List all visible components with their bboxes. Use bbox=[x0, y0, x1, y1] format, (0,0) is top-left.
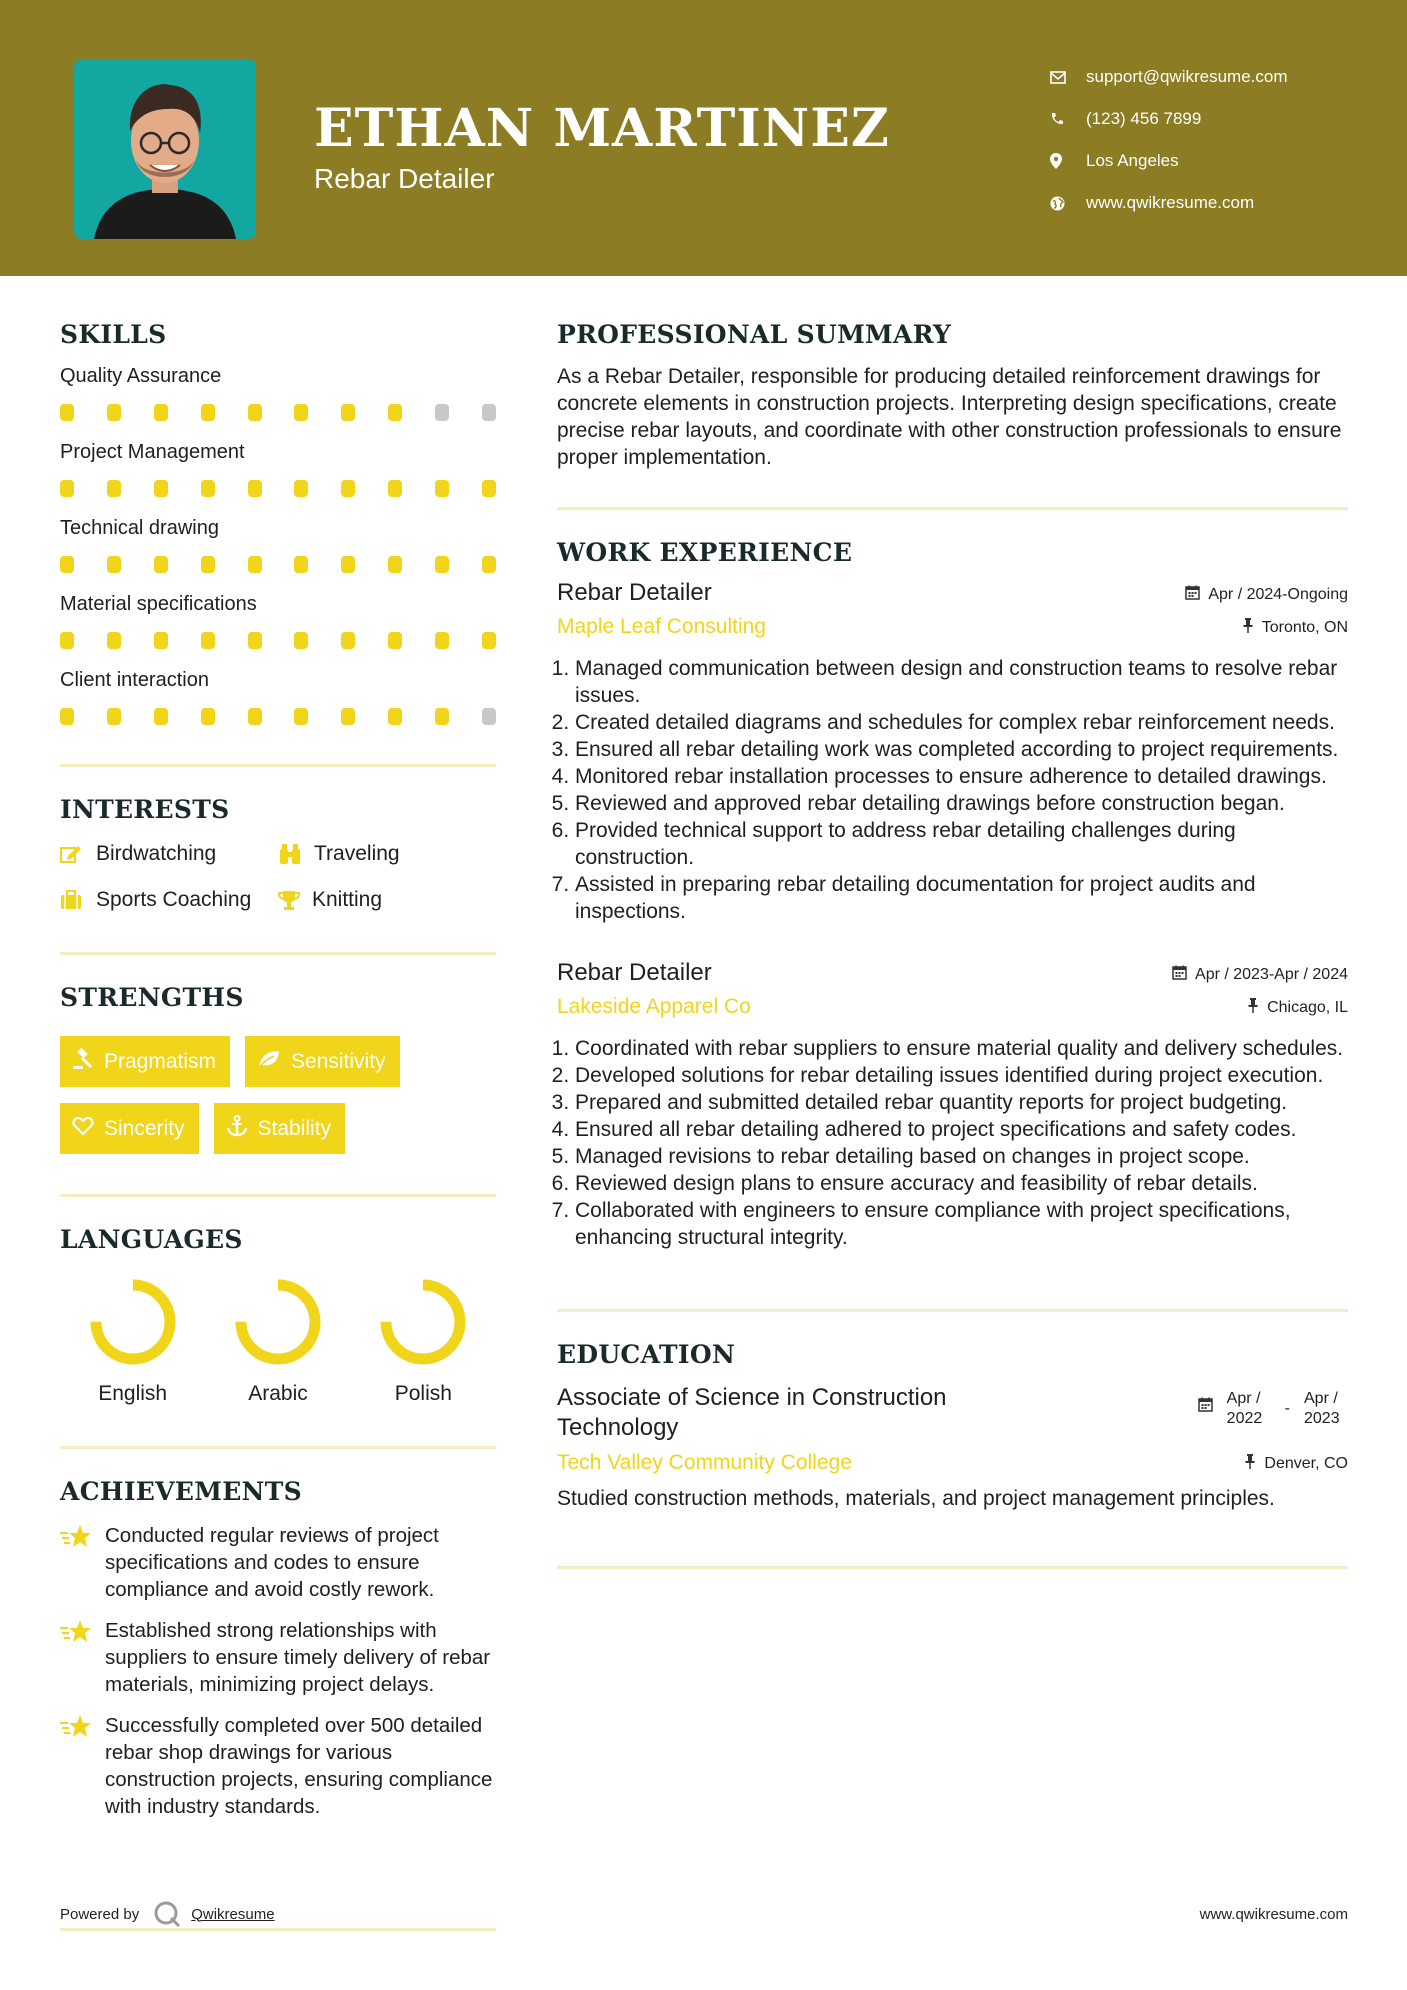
phone-icon bbox=[1050, 112, 1086, 126]
job-dates-text: Apr / 2023-Apr / 2024 bbox=[1195, 966, 1348, 983]
section-divider bbox=[60, 1446, 496, 1449]
job-bullet: 1. Coordinated with rebar suppliers to ensure material quality and delivery schedules. bbox=[575, 1035, 1348, 1062]
rating-dot bbox=[341, 404, 355, 421]
job-bullet: 7. Assisted in preparing rebar detailing documentation for project audits and inspections. bbox=[575, 871, 1348, 925]
education-dates bbox=[1198, 1389, 1348, 1443]
briefcase-icon bbox=[60, 890, 96, 910]
section-divider bbox=[60, 952, 496, 955]
job-dates bbox=[1172, 965, 1348, 985]
job-bullet: 1. Managed communication between design and construction teams to resolve rebar issues. bbox=[575, 655, 1348, 709]
skill-rating bbox=[60, 404, 496, 421]
job-location-text: Chicago, IL bbox=[1267, 999, 1348, 1016]
leaf-icon bbox=[257, 1049, 281, 1075]
skills-section bbox=[60, 320, 496, 725]
rating-dot bbox=[482, 632, 496, 649]
rating-dot bbox=[107, 708, 121, 725]
job-bullets bbox=[557, 1035, 1348, 1251]
skill-rating bbox=[60, 480, 496, 497]
calendar-icon bbox=[1198, 1389, 1213, 1443]
star-icon bbox=[60, 1712, 105, 1820]
envelope-icon bbox=[1050, 71, 1086, 84]
star-icon bbox=[60, 1522, 105, 1603]
interest-item bbox=[60, 842, 278, 866]
experience-section bbox=[557, 538, 1348, 1251]
pushpin-icon bbox=[1244, 1454, 1256, 1474]
pushpin-icon bbox=[1242, 618, 1254, 638]
interest-item bbox=[60, 888, 278, 912]
education-description: Studied construction methods, materials, and project management principles. bbox=[557, 1487, 1275, 1510]
rating-dot bbox=[60, 632, 74, 649]
qwikresume-link[interactable]: Qwikresume bbox=[191, 1905, 275, 1923]
map-pin-icon bbox=[1050, 153, 1086, 169]
rating-dot bbox=[294, 708, 308, 725]
skills-title: SKILLS bbox=[60, 320, 167, 349]
section-divider bbox=[557, 1309, 1348, 1312]
job-bullet: 7. Collaborated with engineers to ensure compliance with project specifications, enhancing structural integrity. bbox=[575, 1197, 1348, 1251]
education-location-text: Denver, CO bbox=[1264, 1455, 1348, 1472]
rating-dot bbox=[388, 708, 402, 725]
rating-dot bbox=[435, 556, 449, 573]
rating-dot bbox=[435, 708, 449, 725]
rating-dot bbox=[482, 480, 496, 497]
right-column bbox=[557, 320, 1348, 1569]
rating-dot bbox=[201, 404, 215, 421]
rating-dot bbox=[107, 480, 121, 497]
education-title: EDUCATION bbox=[557, 1340, 736, 1369]
interest-label: Knitting bbox=[312, 888, 383, 911]
rating-dot bbox=[154, 708, 168, 725]
interest-item bbox=[278, 842, 496, 866]
job-header bbox=[557, 959, 1348, 987]
rating-dot bbox=[388, 404, 402, 421]
rating-dot bbox=[388, 556, 402, 573]
language-gauge-arc bbox=[241, 1285, 315, 1359]
anchor-icon bbox=[226, 1115, 248, 1143]
pencil-square-icon bbox=[60, 844, 96, 864]
interests-section bbox=[60, 795, 496, 912]
rating-dot bbox=[107, 632, 121, 649]
job-location-text: Toronto, ON bbox=[1261, 619, 1348, 636]
job-bullet: 4. Ensured all rebar detailing adhered to project specifications and safety codes. bbox=[575, 1116, 1348, 1143]
job-title: Rebar Detailer bbox=[557, 959, 712, 986]
job-sub bbox=[557, 615, 1348, 639]
rating-dot bbox=[388, 480, 402, 497]
person-avatar-icon bbox=[74, 59, 256, 239]
interest-label: Traveling bbox=[314, 842, 400, 865]
strength-label: Pragmatism bbox=[104, 1049, 217, 1073]
achievement-item bbox=[60, 1522, 496, 1603]
rating-dot bbox=[248, 404, 262, 421]
rating-dot bbox=[154, 632, 168, 649]
profile-photo bbox=[74, 59, 256, 239]
languages-title: LANGUAGES bbox=[60, 1225, 243, 1254]
skills-list bbox=[60, 365, 496, 725]
rating-dot bbox=[341, 480, 355, 497]
language-gauge bbox=[87, 1276, 179, 1368]
job-entry bbox=[557, 579, 1348, 925]
rating-dot bbox=[482, 708, 496, 725]
contact-phone[interactable] bbox=[1050, 98, 1380, 140]
language-gauge bbox=[377, 1276, 469, 1368]
language-name: Arabic bbox=[248, 1382, 308, 1405]
strength-label: Stability bbox=[257, 1116, 332, 1140]
rating-dot bbox=[154, 480, 168, 497]
skill-rating bbox=[60, 708, 496, 725]
language-item bbox=[60, 1276, 205, 1406]
powered-by bbox=[60, 1900, 275, 1928]
contact-location bbox=[1050, 140, 1380, 182]
rating-dot bbox=[294, 556, 308, 573]
job-bullet: 6. Provided technical support to address rebar detailing challenges during construction. bbox=[575, 817, 1348, 871]
job-location bbox=[1242, 618, 1348, 638]
rating-dot bbox=[248, 632, 262, 649]
rating-dot bbox=[435, 632, 449, 649]
rating-dot bbox=[248, 480, 262, 497]
job-dates-text: Apr / 2024-Ongoing bbox=[1208, 586, 1348, 603]
section-divider bbox=[60, 1194, 496, 1197]
globe-icon bbox=[1050, 196, 1086, 211]
contact-location-text: Los Angeles bbox=[1086, 151, 1179, 170]
strengths-list bbox=[60, 1036, 496, 1154]
interests-title: INTERESTS bbox=[60, 795, 230, 824]
strength-chip bbox=[60, 1103, 199, 1154]
jobs-list bbox=[557, 579, 1348, 1251]
rating-dot bbox=[294, 632, 308, 649]
rating-dot bbox=[388, 632, 402, 649]
pushpin-icon bbox=[1247, 998, 1259, 1018]
skill-name: Quality Assurance bbox=[60, 365, 222, 387]
skill-rating bbox=[60, 632, 496, 649]
languages-section bbox=[60, 1225, 496, 1406]
resume-header bbox=[0, 0, 1407, 276]
education-location bbox=[1244, 1454, 1348, 1474]
achievement-text: Established strong relationships with suppliers to ensure timely delivery of rebar materials, minimizing project delays. bbox=[105, 1619, 491, 1696]
rating-dot bbox=[201, 632, 215, 649]
job-header bbox=[557, 579, 1348, 607]
candidate-name: ETHAN MARTINEZ bbox=[314, 98, 890, 159]
rating-dot bbox=[248, 556, 262, 573]
job-sub bbox=[557, 995, 1348, 1019]
rating-dot bbox=[60, 404, 74, 421]
heart-icon bbox=[72, 1116, 94, 1142]
rating-dot bbox=[154, 556, 168, 573]
job-bullet: 2. Created detailed diagrams and schedules for complex rebar reinforcement needs. bbox=[575, 709, 1348, 736]
rating-dot bbox=[201, 556, 215, 573]
job-title: Rebar Detailer bbox=[557, 579, 712, 606]
job-company: Maple Leaf Consulting bbox=[557, 615, 766, 638]
footer-divider bbox=[60, 1928, 496, 1931]
strengths-title: STRENGTHS bbox=[60, 983, 244, 1012]
education-school: Tech Valley Community College bbox=[557, 1451, 852, 1474]
language-gauge-arc bbox=[96, 1285, 170, 1359]
job-location bbox=[1247, 998, 1348, 1018]
skill-name: Client interaction bbox=[60, 669, 209, 691]
language-gauge bbox=[232, 1276, 324, 1368]
strength-label: Sincerity bbox=[104, 1116, 185, 1140]
job-dates bbox=[1185, 585, 1348, 605]
rating-dot bbox=[107, 556, 121, 573]
skill-rating bbox=[60, 556, 496, 573]
education-header bbox=[557, 1383, 1348, 1443]
contact-phone-text: (123) 456 7899 bbox=[1086, 109, 1202, 128]
education-start: Apr / 2022 bbox=[1226, 1390, 1263, 1427]
rating-dot bbox=[482, 404, 496, 421]
education-degree: Associate of Science in Construction Technology bbox=[557, 1384, 947, 1441]
rating-dot bbox=[294, 480, 308, 497]
job-entry bbox=[557, 959, 1348, 1251]
rating-dot bbox=[248, 708, 262, 725]
job-bullet: 6. Reviewed design plans to ensure accuracy and feasibility of rebar details. bbox=[575, 1170, 1348, 1197]
education-date-dash: - bbox=[1284, 1400, 1290, 1417]
language-gauge-arc bbox=[386, 1285, 460, 1359]
trophy-icon bbox=[278, 889, 312, 911]
candidate-role: Rebar Detailer bbox=[314, 163, 495, 194]
education-end: Apr / 2023 bbox=[1304, 1390, 1340, 1427]
rating-dot bbox=[435, 404, 449, 421]
rating-dot bbox=[60, 708, 74, 725]
section-divider bbox=[557, 1566, 1348, 1569]
achievement-text: Conducted regular reviews of project specifications and codes to ensure compliance and avoid costly rework. bbox=[105, 1524, 439, 1601]
rating-dot bbox=[482, 556, 496, 573]
strengths-section bbox=[60, 983, 496, 1154]
binoculars-icon bbox=[278, 843, 314, 865]
strength-chip bbox=[60, 1036, 230, 1087]
skill-name: Material specifications bbox=[60, 593, 257, 615]
summary-section bbox=[557, 320, 1348, 471]
contact-website[interactable] bbox=[1050, 182, 1380, 224]
rating-dot bbox=[341, 632, 355, 649]
language-name: Polish bbox=[394, 1382, 452, 1405]
gavel-icon bbox=[72, 1048, 94, 1076]
job-bullet: 3. Prepared and submitted detailed rebar quantity reports for project budgeting. bbox=[575, 1089, 1348, 1116]
language-item bbox=[351, 1276, 496, 1406]
rating-dot bbox=[201, 480, 215, 497]
left-column bbox=[60, 320, 496, 1820]
rating-dot bbox=[154, 404, 168, 421]
strength-label: Sensitivity bbox=[291, 1049, 386, 1073]
summary-title: PROFESSIONAL SUMMARY bbox=[557, 320, 952, 349]
section-divider bbox=[60, 764, 496, 767]
job-bullet: 3. Ensured all rebar detailing work was completed according to project requirements. bbox=[575, 736, 1348, 763]
interest-label: Sports Coaching bbox=[96, 888, 252, 911]
interest-item bbox=[278, 888, 496, 912]
rating-dot bbox=[435, 480, 449, 497]
skill-name: Technical drawing bbox=[60, 517, 219, 539]
interests-list bbox=[60, 842, 496, 912]
job-bullet: 5. Managed revisions to rebar detailing based on changes in project scope. bbox=[575, 1143, 1348, 1170]
calendar-icon bbox=[1185, 585, 1200, 605]
achievement-item bbox=[60, 1712, 496, 1820]
footer-website[interactable]: www.qwikresume.com bbox=[1199, 1906, 1348, 1923]
achievement-item bbox=[60, 1617, 496, 1698]
job-bullet: 5. Reviewed and approved rebar detailing drawings before construction began. bbox=[575, 790, 1348, 817]
rating-dot bbox=[60, 480, 74, 497]
job-bullet: 2. Developed solutions for rebar detailing issues identified during project execution. bbox=[575, 1062, 1348, 1089]
rating-dot bbox=[294, 404, 308, 421]
achievements-section bbox=[60, 1477, 496, 1820]
rating-dot bbox=[201, 708, 215, 725]
achievements-title: ACHIEVEMENTS bbox=[60, 1477, 302, 1506]
achievements-list bbox=[60, 1522, 496, 1820]
rating-dot bbox=[107, 404, 121, 421]
skill-name: Project Management bbox=[60, 441, 245, 463]
interest-label: Birdwatching bbox=[96, 842, 217, 865]
contact-list bbox=[1050, 56, 1380, 224]
languages-list bbox=[60, 1276, 496, 1406]
rating-dot bbox=[341, 556, 355, 573]
qwikresume-logo-icon bbox=[153, 1900, 181, 1928]
education-sub bbox=[557, 1451, 1348, 1475]
language-item bbox=[205, 1276, 350, 1406]
experience-title: WORK EXPERIENCE bbox=[557, 538, 853, 567]
strength-chip bbox=[245, 1036, 400, 1087]
rating-dot bbox=[60, 556, 74, 573]
star-icon bbox=[60, 1617, 105, 1698]
section-divider bbox=[557, 507, 1348, 510]
job-bullet: 4. Monitored rebar installation processes to ensure adherence to detailed drawings. bbox=[575, 763, 1348, 790]
rating-dot bbox=[341, 708, 355, 725]
strength-chip bbox=[214, 1103, 346, 1154]
calendar-icon bbox=[1172, 965, 1187, 985]
job-bullets bbox=[557, 655, 1348, 925]
contact-email-text: support@qwikresume.com bbox=[1086, 67, 1288, 86]
contact-email[interactable] bbox=[1050, 56, 1380, 98]
summary-text: As a Rebar Detailer, responsible for producing detailed reinforcement drawings for concrete elements in construction projects. Interpreting design specifications, create precise rebar layouts, and coordinate with other construction professionals to ensure proper implementation. bbox=[557, 365, 1342, 469]
powered-by-label: Powered by bbox=[60, 1905, 140, 1923]
job-company: Lakeside Apparel Co bbox=[557, 995, 751, 1018]
education-section bbox=[557, 1340, 1348, 1512]
achievement-text: Successfully completed over 500 detailed rebar shop drawings for various construction projects, ensuring compliance with industry standards. bbox=[105, 1714, 493, 1818]
contact-website-text: www.qwikresume.com bbox=[1086, 193, 1255, 212]
language-name: English bbox=[98, 1382, 168, 1405]
